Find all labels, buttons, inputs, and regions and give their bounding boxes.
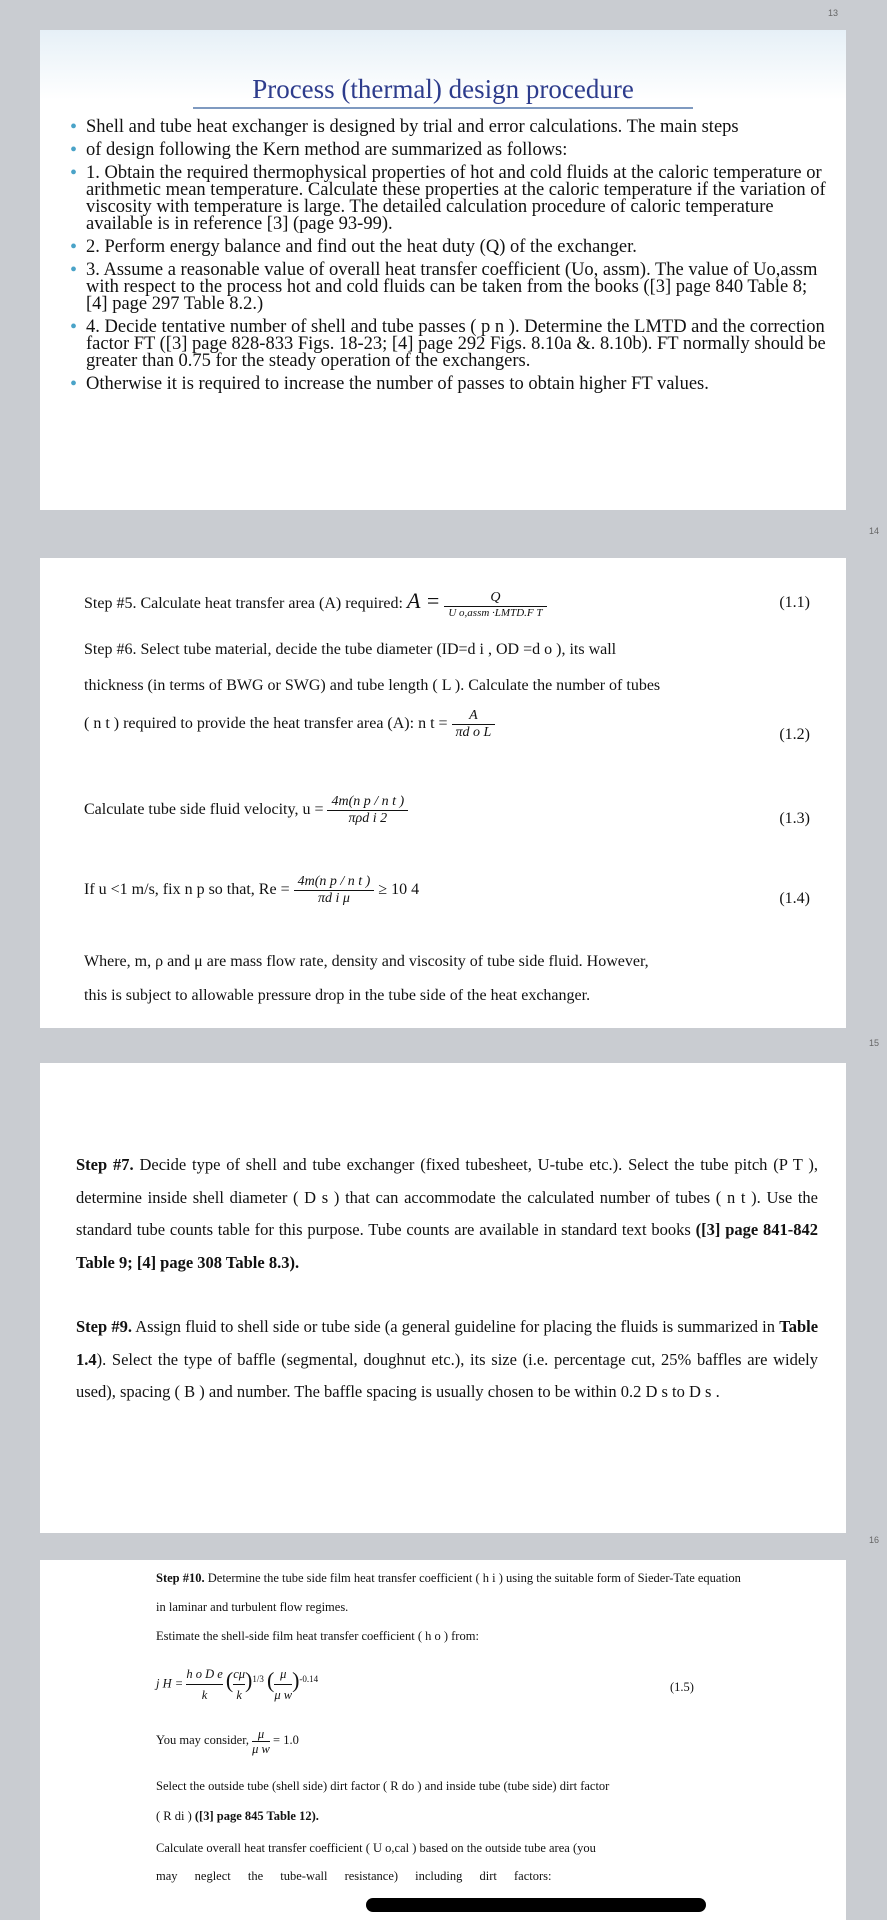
eq1-fraction [444,590,546,619]
consider-value: = 1.0 [273,1733,299,1747]
step10-text: Determine the tube side film heat transfer coefficient ( h i ) using the suitable form of Sieder-Tate equation in laminar and turbulent flow regimes. [156,1571,741,1614]
step10-label: Step #10. [156,1571,205,1585]
eq1-number: (1.1) [779,594,810,611]
reynolds-line [84,874,419,907]
bullet-item: • of design following the Kern method are summarized as follows: [70,142,826,159]
bullet-list [40,119,846,393]
slide-steps-5-6 [40,558,846,1028]
eq3-denominator: πρd i 2 [348,811,388,826]
eq3-fraction [327,794,408,827]
step9-table-ref: Table 1.4 [76,1317,819,1369]
step7-paragraph [76,1149,818,1279]
eq3-numerator: 4m(n p / n t ) [327,794,408,811]
slide-step-10 [40,1560,846,1920]
eq4-denominator: πd i μ [317,891,350,906]
step6-line-b: thickness (in terms of BWG or SWG) and tube length ( L ). Calculate the number of tubes [84,677,661,694]
reynolds-text: If u <1 m/s, fix n p so that, Re = [84,881,290,899]
slide-title: Process (thermal) design procedure [252,74,634,104]
step9-text-a: Assign fluid to shell side or tube side (a general guideline for placing the fluids is summarized in [135,1317,776,1336]
bullet-item: • Shell and tube heat exchanger is designed by trial and error calculations. The main steps [70,119,826,136]
eq5-lhs: j H = [156,1676,184,1691]
step6-line-c [84,708,495,741]
step7-reference: ([3] page 841-842 Table 9; [4] page 308 Table 8.3). [76,1220,819,1272]
slide-steps-7-9 [40,1063,846,1533]
step5-text: Step #5. Calculate heat transfer area (A) required: [84,595,403,612]
shell-side-line: Estimate the shell-side film heat transfer coefficient ( h o ) from: [156,1629,479,1643]
where-line-b: this is subject to allowable pressure drop in the tube side of the heat exchanger. [84,987,591,1004]
eq4-fraction [294,874,375,907]
step9-text-b: ). Select the type of baffle (segmental, doughnut etc.), its size (i.e. percentage cut, 25% baffles are widely used), spacing ( B ) and number. The baffle spacing is usually chosen to be within 0.2 D s to D s . [76,1349,818,1401]
slide-number: 13 [827,8,838,18]
where-line-a: Where, m, ρ and μ are mass flow rate, density and viscosity of tube side fluid. However, [84,953,649,970]
eq4-number: (1.4) [779,890,810,907]
eq5-exponent-1: 1/3 [252,1674,264,1685]
step7-text: Decide type of shell and tube exchanger (fixed tubesheet, U-tube etc.). Select the tube pitch (P T ), determine inside shell diameter ( D s ) that can accommodate the calculated number of tubes ( n t ). Use the standard tube counts table for this purpose. Tube counts are available in standard text books [76,1155,819,1239]
bullet-item: • 2. Perform energy balance and find out the heat duty (Q) of the exchanger. [70,239,826,256]
dirt-line-a: Select the outside tube (shell side) dirt factor ( R do ) and inside tube (tube side) dirt factor [156,1779,610,1793]
slide-number: 14 [868,526,879,536]
eq5-frac-a: $\frac{\text{h o D e}}{k}$ [186,1664,222,1705]
step9-label: Step #9. [76,1317,132,1336]
eq2-fraction [452,708,496,741]
dirt-reference: ([3] page 845 Table 12). [194,1809,319,1823]
eq5-line: j H = $\frac{\text{h o D e}}{k}$ ( $\frac{c\mu}{k}$ )$^{1/3}$ ( $\frac{\mu}{\text{μ w}}$ )$^{-0.14}$ [156,1664,742,1705]
step6-text-c: ( n t ) required to provide the heat transfer area (A): n t = [84,715,448,733]
eq4-numerator: 4m(n p / n t ) [294,874,375,891]
eq5-frac-c: $\frac{\mu}{\text{μ w}}$ [274,1664,292,1705]
eq2-denominator: πd o L [455,725,492,740]
dirt-text-b: ( R di ) [156,1809,192,1823]
step9-paragraph [76,1311,818,1409]
overall-line-b: may neglect the tube-wall resistance) including dirt factors: [156,1869,552,1883]
eq4-tail: ≥ 10 4 [378,881,420,899]
bullet-item: • 3. Assume a reasonable value of overall heat transfer coefficient (Uo, assm). The value of Uo,assm with respect to the process hot and cold fluids can be taken from the books ([3] page 840 Table 8; [4] page 297 Table 8.2.) [70,262,826,313]
velocity-text: Calculate tube side fluid velocity, u = [84,801,324,819]
slide-process-design [40,8,846,510]
step7-label: Step #7. [76,1155,134,1174]
title-underline [193,107,693,109]
step6-line-a: Step #6. Select tube material, decide the tube diameter (ID=d i , OD =d o ), its wall [84,641,617,658]
consider-line [156,1726,742,1756]
step10-paragraph [156,1564,742,1622]
consider-text: You may consider, [156,1733,250,1747]
bullet-item: • 1. Obtain the required thermophysical properties of hot and cold fluids at the caloric temperature or arithmetic mean temperature. Calculate these properties at the caloric temperature if the variation of viscosity with temperature is large. The detailed calculation procedure of caloric temperature available is in reference [3] (page 93-99). [70,165,826,233]
redaction-bar [366,1898,706,1912]
eq1-numerator: Q [444,590,546,607]
step5-line [84,588,547,619]
mu-ratio: $\frac{\mu}{\text{μ w}}$ [252,1726,270,1756]
velocity-line [84,794,408,827]
slide-number: 16 [868,1535,879,1545]
eq3-number: (1.3) [779,810,810,827]
slide-number: 15 [868,1038,879,1048]
eq2-numerator: A [452,708,496,725]
bullet-item: • Otherwise it is required to increase the number of passes to obtain higher FT values. [70,376,826,393]
eq1-denominator: U o,assm ·LMTD.F T [448,606,543,619]
eq5-exponent-2: -0.14 [299,1674,319,1685]
bullet-item: • 4. Decide tentative number of shell and tube passes ( p n ). Determine the LMTD and the correction factor FT ([3] page 828-833 Figs. 18-23; [4] page 292 Figs. 8.10a &. 8.10b). FT normally should be greater than 0.75 for the steady operation of the exchangers. [70,319,826,370]
eq2-number: (1.2) [779,726,810,743]
overall-line-a: Calculate overall heat transfer coefficient ( U o,cal ) based on the outside tube area (you [156,1841,596,1855]
eq5-frac-b: $\frac{c\mu}{k}$ [233,1664,245,1705]
eq1-lhs: A = [406,588,441,613]
dirt-line-b [156,1802,742,1831]
eq5-number: (1.5) [670,1680,694,1694]
